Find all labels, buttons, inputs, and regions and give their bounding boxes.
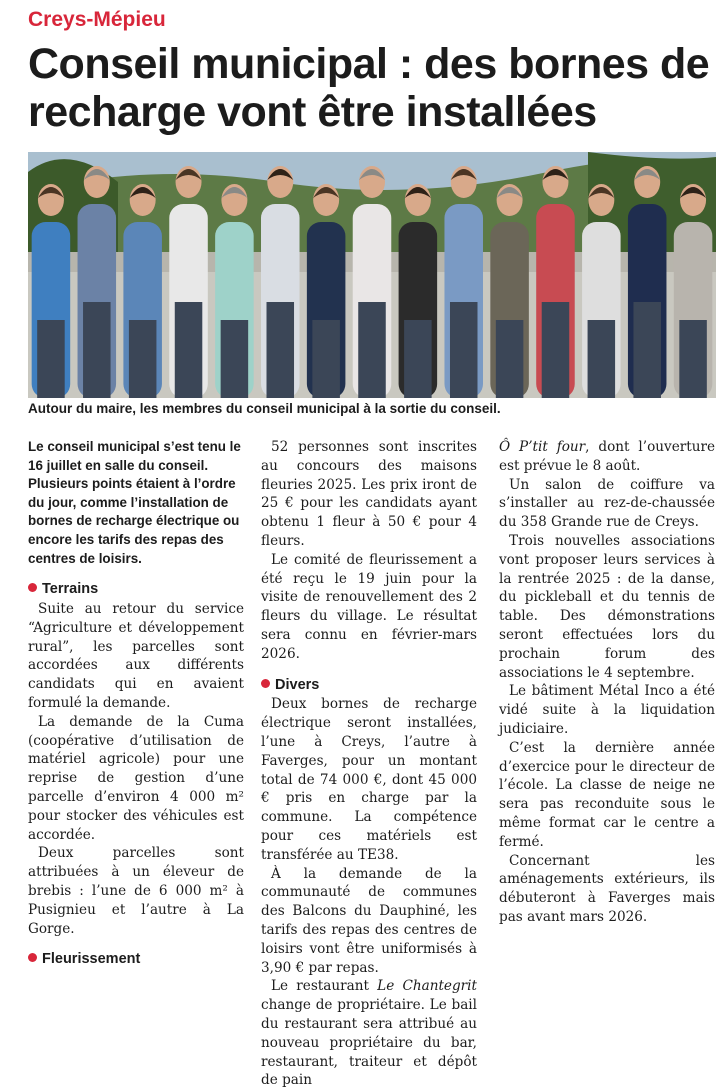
paragraph: Deux bornes de recharge électrique seront installées, l’une à Creys, l’autre à Faverges, pour un montant total de 74 000 €, dont 45 000 € pris en charge par la commune. La compétence pour ces matériels est transférée au TE38. bbox=[261, 696, 477, 863]
column-2 bbox=[261, 438, 477, 1090]
photo-caption: Autour du maire, les membres du conseil municipal à la sortie du conseil. bbox=[28, 401, 501, 416]
paragraph: Trois nouvelles associations vont proposer leurs services à la rentrée 2025 : de la danse, du pickleball et du tennis de table. Des démonstrations seront effectuées lors du prochain forum des associations le 4 septembre. bbox=[499, 532, 715, 681]
paragraph: Un salon de coiffure va s’installer au rez-de-chaussée du 358 Grande rue de Creys. bbox=[499, 476, 715, 531]
article-lead: Le conseil municipal s’est tenu le 16 juillet en salle du conseil. Plusieurs points étaient à l’ordre du jour, comme l’installation de bornes de recharge électrique ou encore les tarifs des repas des centres de loisirs. bbox=[28, 439, 241, 566]
paragraph: Suite au retour du service “Agriculture et développement rural”, les parcelles sont accordées aux différents candidats qui en avaient formulé la demande. bbox=[28, 600, 244, 711]
paragraph: Le restaurant Le Chantegrit change de propriétaire. Le bail du restaurant sera attribué au nouveau propriétaire du bar, restaurant, traiteur et dépôt de pain bbox=[261, 978, 477, 1089]
group-photo-illustration bbox=[28, 152, 716, 398]
paragraph: Ô P’tit four, dont l’ouverture est prévue le 8 août. bbox=[499, 439, 715, 474]
bakery-name: Ô P’tit four bbox=[499, 439, 586, 455]
article-headline: Conseil municipal : des bornes de recharge vont être installées bbox=[28, 40, 710, 136]
section-heading-fleurissement: Fleurissement bbox=[28, 950, 244, 969]
section-heading-divers: Divers bbox=[261, 676, 477, 695]
paragraph: Deux parcelles sont attribuées à un éleveur de brebis : l’une de 6 000 m² à Pusignieu et l’autre à La Gorge. bbox=[28, 845, 244, 937]
paragraph: Le comité de fleurissement a été reçu le 19 juin pour la visite de renouvellement des 2 fleurs du village. Le résultat sera connu en février-mars 2026. bbox=[261, 551, 477, 662]
paragraph: Le bâtiment Métal Inco a été vidé suite à la liquidation judiciaire. bbox=[499, 683, 715, 737]
restaurant-name: Le Chantegrit bbox=[377, 978, 477, 995]
paragraph: La demande de la Cuma (coopérative d’utilisation de matériel agricole) pour une reprise de gestion d’une parcelle d’environ 4 000 m² pour stocker des véhicules est accordée. bbox=[28, 713, 244, 843]
paragraph: 52 personnes sont inscrites au concours des maisons fleuries 2025. Les prix iront de 25 € pour les candidats ayant obtenu 1 fleur à 50 € pour 4 fleurs. bbox=[261, 439, 477, 549]
bullet-dot-icon bbox=[28, 583, 37, 592]
bullet-dot-icon bbox=[28, 953, 37, 962]
paragraph: C’est la dernière année d’exercice pour le directeur de l’école. La classe de neige ne sera pas reconduite sous le même format car le centre a fermé. bbox=[499, 739, 715, 850]
paragraph: À la demande de la communauté de communes des Balcons du Dauphiné, les tarifs des repas des centres de loisirs vont être uniformisés à 3,90 € par repas. bbox=[261, 865, 477, 976]
section-heading-terrains: Terrains bbox=[28, 580, 244, 599]
column-1 bbox=[28, 438, 244, 970]
bullet-dot-icon bbox=[261, 679, 270, 688]
article-kicker: Creys-Mépieu bbox=[28, 8, 166, 31]
column-3 bbox=[499, 438, 715, 927]
paragraph: Concernant les aménagements extérieurs, ils débuteront à Faverges mais pas avant mars 2026. bbox=[499, 852, 715, 925]
group-photo bbox=[28, 152, 716, 398]
